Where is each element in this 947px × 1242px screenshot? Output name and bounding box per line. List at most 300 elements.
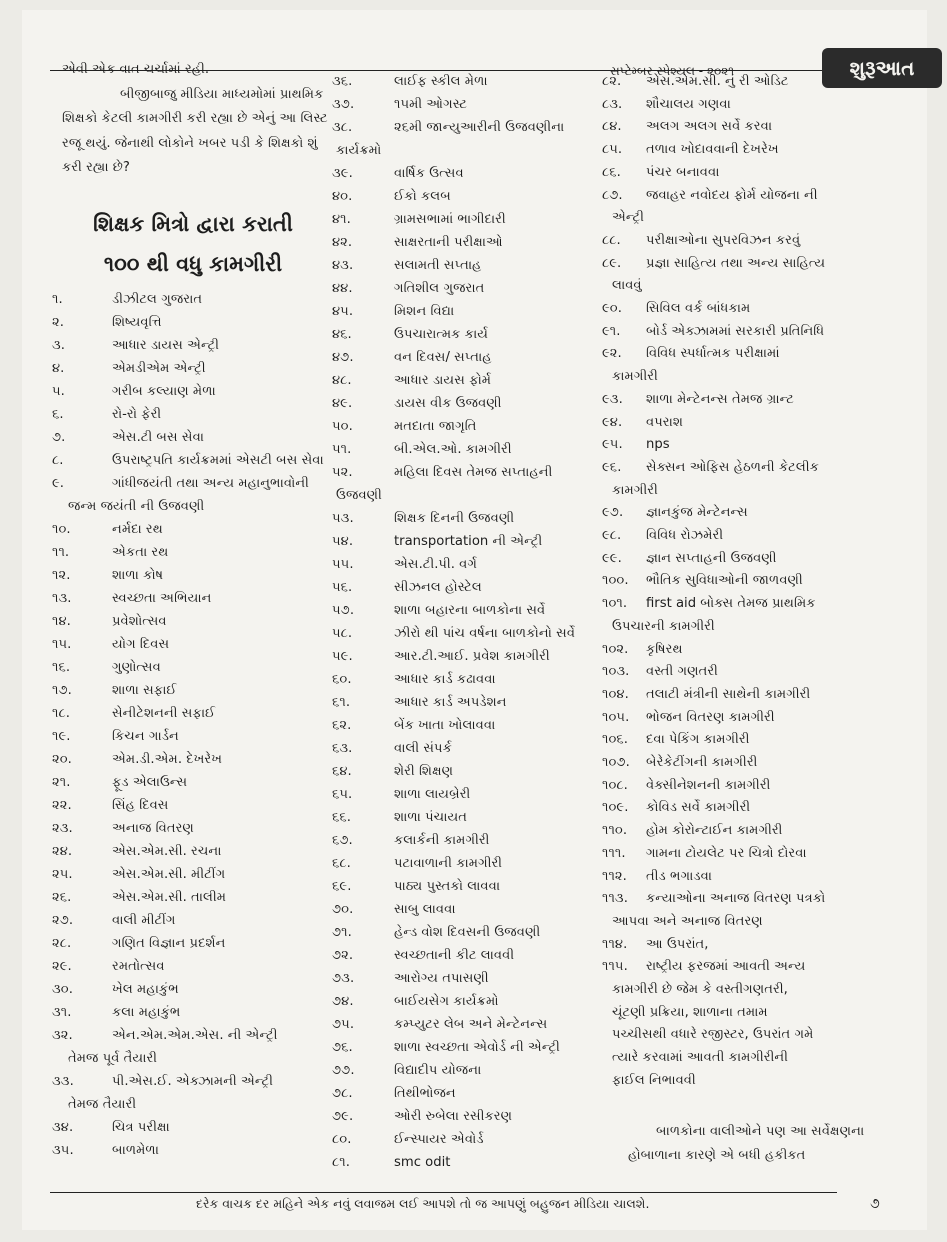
item-number: ૯૫. [602,437,623,453]
item-number: ૭૮. [332,1086,353,1101]
list-item [332,1109,512,1124]
item-continuation: ફાઈલ નિભાવવી [612,1072,696,1088]
item-text: જ્ઞાન સપ્તાહની ઉજવણી [646,550,777,566]
item-number: ૧૦. [52,522,71,537]
item-number: ૩૩. [52,1074,74,1089]
item-text: મતદાતા જાગૃતિ [394,419,477,434]
issue-label: સપ્ટેમ્બર સ્પેશ્યલ - ૨૦૨૧ [610,64,735,78]
list-item [602,505,748,520]
page-number: ૭ [870,1196,880,1212]
item-number: ૮૫. [602,142,623,158]
item-number: ૬૫. [332,787,353,802]
item-continuation: કામગીરી છે જેમ કે વસ્તીગણતરી, [612,982,788,997]
item-text: વિદ્યાદીપ યોજના [394,1063,482,1078]
item-text: nps [646,437,670,453]
heading-line-2: ૧૦૦ થી વધુ કામગીરી [103,252,283,276]
item-number: ૪૧. [332,212,351,227]
item-number: ૬૯. [332,879,352,894]
item-text: શાળા મેન્ટેનન્સ તેમજ ગ્રાન્ટ [646,391,794,407]
list-item [332,1017,547,1032]
list-item [52,315,162,330]
item-text: પરીક્ષાઓના સુપરવિઝન કરવું [646,232,801,248]
item-text: પાઠ્ય પુસ્તકો લાવવા [394,879,501,894]
item-number: ૯૮. [602,528,622,543]
item-number: ૧૦૫. [602,709,630,725]
item-number: ૫. [52,384,65,399]
item-number: ૩૨. [52,1028,73,1043]
item-continuation: જન્મ જયંતી ની ઉજવણી [68,499,205,514]
item-number: ૪૦. [332,189,353,204]
item-text: આધાર કાર્ડ અપડેશન [394,695,507,710]
item-number: ૪૬. [332,327,352,342]
item-number: ૧૬. [52,660,71,675]
item-text: ચિત્ર પરીક્ષા [112,1120,170,1135]
item-text: શાળા લાયબ્રેરી [394,787,471,802]
footer-slogan: દરેક વાચક દર મહિને એક નવું લવાજમ લઈ આપશે તો જ આપણું બહુજન મીડિયા ચાલશે. [196,1196,650,1211]
item-number: ૧. [52,292,63,307]
item-number: ૩૬. [332,74,353,89]
item-text: વસ્તી ગણતરી [646,664,718,680]
list-item [52,591,211,606]
list-item [602,142,779,157]
item-continuation: ઉપચારની કામગીરી [612,618,715,634]
list-item [602,528,723,543]
item-text: એમડીએમ એન્ટ્રી [112,361,206,376]
item-text: ભોજન વિતરણ કામગીરી [646,709,775,725]
list-item [332,258,481,273]
list-item [602,256,825,271]
list-item [332,603,545,618]
list-item [52,660,161,675]
item-text: પ્રવેશોત્સવ [112,614,167,629]
item-number: ૯૬. [602,459,622,475]
item-text: આધાર ડાયસ એન્ટ્રી [112,338,220,353]
item-text: ઉપચારાત્મક કાર્ય [394,327,489,342]
item-number: ૩૯. [332,166,353,181]
item-text: ૧૫મી ઓગસ્ટ [394,97,468,112]
item-number: ૪૩. [332,258,354,273]
list-item [52,1005,180,1020]
list-item [52,706,215,721]
item-number: ૮૮. [602,232,621,248]
item-number: ૭૯. [332,1109,354,1124]
item-number: ૩૮. [332,120,353,135]
item-number: ૯૭. [602,505,624,521]
item-number: ૧૮. [52,706,70,721]
item-number: ૭૨. [332,948,354,963]
item-number: ૧૭. [52,683,72,698]
item-text: પંચર બનાવવા [646,164,720,180]
item-text: એસ.એમ.સી. તાલીમ [112,890,227,905]
list-item [332,419,476,434]
item-continuation: પચ્ચીસથી વધારે રજીસ્ટર, ઉપરાંત ગમે [612,1027,814,1043]
item-number: ૫૫. [332,557,354,572]
list-item [602,755,757,770]
item-text: કમ્પ્યુટર લેબ અને મેન્ટેનન્સ [394,1017,548,1032]
item-number: ૧૦૨. [602,641,629,657]
list-item [52,867,225,882]
item-number: ૫૦. [332,419,353,434]
item-text: ગણિત વિજ્ઞાન પ્રદર્શન [112,936,226,951]
list-item [332,1155,450,1170]
item-number: ૨૫. [52,867,73,882]
list-item [602,165,719,180]
item-text: કલા મહાકુંભ [112,1005,181,1020]
item-text: વપરાશ [646,414,683,430]
item-number: ૫૧. [332,442,352,457]
item-text: શિક્ષક દિનની ઉજવણી [394,511,515,526]
item-text: ૨૬મી જાન્યુઆરીની ઉજવણીના [394,120,565,135]
item-text: સિંહ દિવસ [112,798,169,813]
item-number: ૯૪. [602,414,623,430]
item-number: ૯૩. [602,391,623,407]
list-item [602,800,750,815]
item-continuation: તેમજ તૈયારી [68,1097,137,1112]
item-text: તળાવ ખોદાવવાની દેખરેખ [646,142,779,158]
item-number: ૧૦૪. [602,686,629,702]
list-item [602,415,683,430]
list-item [602,664,718,679]
item-text: smc odit [394,1155,451,1170]
item-text: સેનીટેશનની સફાઈ [112,706,216,721]
list-item [332,1086,456,1101]
list-item [52,545,168,560]
item-text: ખેલ મહાકુંભ [112,982,179,997]
item-number: ૬૩. [332,741,353,756]
item-text: તલાટી મંત્રીની સાથેની કામગીરી [646,686,811,702]
list-item [52,568,163,583]
list-item [332,580,482,595]
item-text: એમ.ડી.એમ. દેખરેખ [112,752,223,767]
item-text: સ્વચ્છતા અભિયાન [112,591,212,606]
item-text: વેક્સીનેશનની કામગીરી [646,777,771,793]
item-text: સેક્સન ઓફિસ હેઠળની કેટલીક [646,459,819,475]
item-number: ૬૮. [332,856,351,871]
item-continuation: ઉજવણી [336,488,382,503]
list-item [52,453,324,468]
item-text: પટાવાળાની કામગીરી [394,856,503,871]
item-text: ફૂડ એલાઉન્સ [112,775,188,790]
list-item [332,396,502,411]
list-item [332,465,552,480]
item-text: બી.એલ.ઓ. કામગીરી [394,442,512,457]
list-item [602,119,772,134]
list-item [332,327,488,342]
item-number: ૨૧. [52,775,71,790]
list-item [52,384,216,399]
item-text: સીઝનલ હોસ્ટેલ [394,580,482,595]
item-number: ૧૧. [52,545,70,560]
item-number: ૩૭. [332,97,355,112]
item-text: જ્ઞાનકુંજ મેન્ટેનન્સ [646,505,748,521]
item-number: ૫૯. [332,649,353,664]
list-item [332,672,496,687]
list-item [332,856,502,871]
item-number: ૬૪. [332,764,352,779]
item-number: ૮૪. [602,119,622,135]
bottom-rule [50,1192,837,1193]
list-item [332,764,453,779]
closing-text: બાળકોના વાલીઓને પણ આ સર્વેક્ષણના હોબાળાના કારણે એ બધી હકીકત [628,1124,865,1163]
item-text: આરોગ્ય તપાસણી [394,971,489,986]
item-number: ૫૮. [332,626,353,641]
item-number: ૭. [52,430,66,445]
item-text: તિથીભોજન [394,1086,456,1101]
item-number: ૫૨. [332,465,353,480]
intro-paragraph: બીજીબાજુ મીડિયા માધ્યમોમાં પ્રાથમિક શિક્ષકો કેટલી કામગીરી કરી રહ્યા છે એનું આ લિસ્ટ રજૂ થયું. જેનાથી લોકોને ખબર પડી કે શિક્ષકો શું કરી રહ્યા છે? [62,86,328,175]
item-text: transportation ની એન્ટ્રી [394,534,543,549]
item-text: હોમ કોરોન્ટાઈન કામગીરી [646,823,783,839]
list-item [52,798,168,813]
item-number: ૮૨. [602,74,622,89]
item-number: ૫૭. [332,603,355,618]
item-number: ૬૨. [332,718,352,733]
list-item [52,476,309,491]
item-text: first aid બોક્સ તેમજ પ્રાથમિક [646,596,816,612]
list-item [332,1063,481,1078]
item-text: એસ.ટી.પી. વર્ગ [394,557,477,572]
item-number: ૧૫. [52,637,72,652]
item-text: કલાર્કની કામગીરી [394,833,490,848]
item-text: ગુણોત્સવ [112,660,161,675]
item-text: શિષ્યવૃત્તિ [112,315,162,330]
list-item [332,810,467,825]
item-number: ૪૪. [332,281,353,296]
item-number: ૧૦૬. [602,732,628,748]
magazine-page [22,10,927,1230]
closing-paragraph [628,1120,886,1168]
list-item [52,430,204,445]
list-item [602,869,712,884]
list-item [52,1074,273,1089]
item-text: સાક્ષરતાની પરીક્ષાઓ [394,235,503,250]
item-number: ૯૦. [602,301,622,316]
list-item [602,959,805,974]
item-number: ૪. [52,361,65,376]
item-text: ગ્રામસભામાં ભાગીદારી [394,212,506,227]
list-item [602,97,731,112]
item-number: ૮. [52,453,64,468]
list-item [52,292,202,307]
list-item [602,687,810,702]
item-text: ડીઝીટલ ગુજરાત [112,292,203,307]
list-item [602,642,683,657]
item-text: ઈન્સ્પાયર એવોર્ડ [394,1132,484,1147]
item-number: ૧૯. [52,729,71,744]
item-text: બાળમેળા [112,1143,159,1158]
list-item [602,188,818,203]
list-item [52,338,219,353]
list-item [602,460,819,475]
intro-line: એવી એક વાત ચર્ચામાં રહી. [62,62,210,77]
list-item [602,233,800,248]
list-item [332,166,464,181]
item-number: ૪૨. [332,235,353,250]
list-item [332,833,489,848]
item-text: એન.એમ.એમ.એસ. ની એન્ટ્રી [112,1028,278,1043]
item-text: તીડ ભગાડવા [646,868,713,884]
item-number: ૧૦૮. [602,777,628,793]
item-continuation: ત્યારે કરવામાં આવતી કામગીરીની [612,1050,788,1066]
item-text: આર.ટી.આઈ. પ્રવેશ કામગીરી [394,649,550,664]
item-text: મિશન વિદ્યા [394,304,455,319]
item-text: આધાર ડાયસ ફોર્મ [394,373,492,388]
item-text: ઓરી રુબેલા રસીકરણ [394,1109,513,1124]
list-item [332,994,499,1009]
item-number: ૫૬. [332,580,353,595]
item-text: શાળા સફાઈ [112,683,177,698]
list-item [332,74,488,89]
item-text: આધાર કાર્ડ કઢાવવા [394,672,496,687]
item-number: ૧૧૩. [602,891,628,907]
list-item [602,891,825,906]
item-number: ૧૦૧. [602,596,628,612]
item-text: બાઈયસેગ કાર્યક્રમો [394,994,499,1009]
item-continuation: કામગીરી [612,482,658,498]
item-text: બોર્ડ એક્ઝામમાં સરકારી પ્રતિનિધિ [646,323,825,339]
item-number: ૧૦૯. [602,800,629,816]
item-text: ગરીબ કલ્યાણ મેળા [112,384,216,399]
item-text: એસ.એમ.સી. નું રી ઓડિટ [646,74,789,89]
list-item [52,407,161,422]
item-text: યોગ દિવસ [112,637,170,652]
list-item [602,437,670,452]
item-text: એકતા રથ [112,545,169,560]
item-text: સલામતી સપ્તાહ [394,258,482,273]
item-text: શેરી શિક્ષણ [394,764,454,779]
list-item [52,982,179,997]
item-text: મહિલા દિવસ તેમજ સપ્તાહની [394,465,553,480]
list-item [52,1028,278,1043]
list-item [52,361,206,376]
list-item [52,913,176,928]
list-item [52,775,187,790]
item-number: ૧૧૦. [602,823,628,839]
item-text: નર્મદા રથ [112,522,163,537]
item-number: ૭૪. [332,994,354,1009]
item-continuation: લાવવું [612,278,642,294]
item-text: પી.એસ.ઈ. એક્ઝામની એન્ટ્રી [112,1074,273,1089]
item-number: ૭૦. [332,902,354,917]
list-item [602,937,708,952]
item-number: ૪૮. [332,373,352,388]
item-text: શાળા બહારના બાળકોના સર્વે [394,603,546,618]
item-number: ૨૩. [52,821,73,836]
item-text: શાળા સ્વચ્છતા એવોર્ડ ની એન્ટ્રી [394,1040,560,1055]
item-number: ૨. [52,315,64,330]
item-number: ૨૯. [52,959,72,974]
item-text: બેરેકેટીંગની કામગીરી [646,755,758,770]
list-item [332,787,470,802]
item-number: ૮૯. [602,255,622,271]
item-text: ગાંધીજયંતી તથા અન્ય મહાનુભાવોની [112,476,309,491]
item-number: ૯. [52,476,64,491]
item-continuation: એન્ટ્રી [612,210,644,226]
list-item [332,120,564,135]
intro-text [62,58,332,181]
list-item [332,925,540,940]
item-text: રો-રો ફેરી [112,407,162,422]
list-item [332,879,500,894]
list-item [602,846,807,861]
list-item [602,823,782,838]
list-item [602,346,780,361]
item-number: ૮૭. [602,187,623,203]
list-item [332,534,542,549]
item-number: ૩૧. [52,1005,72,1020]
item-number: ૧૧૧. [602,845,626,861]
item-continuation: આપવા અને અનાજ વિતરણ [612,913,763,929]
list-item [602,324,824,339]
article-heading [58,204,328,284]
item-number: ૨૭. [52,913,74,928]
item-number: ૮૩. [602,96,623,112]
list-item [332,235,503,250]
item-text: સ્વચ્છતાની કીટ લાવવી [394,948,515,963]
list-item [602,392,794,407]
list-item [52,729,179,744]
item-text: કૃષિરથ [646,641,683,657]
item-text: ગામના ટોયલેટ પર ચિત્રો દોરવા [646,845,807,861]
list-item [52,844,221,859]
list-item [602,74,789,89]
item-number: ૨૬. [52,890,72,905]
item-number: ૧૧૫. [602,959,628,975]
item-text: જવાહર નવોદય ફોર્મ યોજના ની [646,187,818,203]
item-text: ઉપરાષ્ટ્રપતિ કાર્યક્રમમાં એસટી બસ સેવા [112,453,324,468]
item-text: અલગ અલગ સર્વે કરવા [646,119,773,135]
list-item [332,971,489,986]
item-text: શાળા કોષ [112,568,164,583]
item-text: લાઈફ સ્કીલ મેળા [394,74,488,89]
list-item [332,511,514,526]
list-item [332,1040,560,1055]
item-number: ૭૩. [332,971,355,986]
item-text: આ ઉપરાંત, [646,936,709,952]
item-text: દવા પેકિંગ કામગીરી [646,732,750,748]
item-text: એસ.એમ.સી. મીટીંગ [112,867,226,882]
item-text: વન દિવસ/ સપ્તાહ [394,350,492,365]
item-number: ૯૯. [602,550,622,566]
item-number: ૭૧. [332,925,352,940]
item-number: ૧૦૩. [602,664,630,680]
list-item [332,695,507,710]
item-number: ૬. [52,407,64,422]
item-number: ૧૨. [52,568,71,583]
list-item [52,936,225,951]
item-number: ૯૨. [602,346,622,362]
item-text: એસ.એમ.સી. રચના [112,844,222,859]
list-item [52,890,226,905]
item-number: ૬૧. [332,695,351,710]
list-item [332,442,512,457]
list-item [332,557,477,572]
list-item [52,1120,170,1135]
item-number: ૫૩. [332,511,354,526]
list-item [52,821,194,836]
item-number: ૩૪. [52,1120,74,1135]
item-text: રાષ્ટ્રીય ફરજમાં આવતી અન્ય [646,959,806,975]
item-continuation: ચૂંટણી પ્રક્રિયા, શાળાના તમામ [612,1004,768,1020]
item-number: ૨૦. [52,752,72,767]
list-item [602,573,803,588]
list-item [332,649,550,664]
list-item [52,614,167,629]
item-number: ૧૦૦. [602,573,629,589]
item-text: કિચન ગાર્ડન [112,729,179,744]
list-item [332,304,454,319]
item-continuation: તેમજ પૂર્વ તૈયારી [68,1051,158,1066]
